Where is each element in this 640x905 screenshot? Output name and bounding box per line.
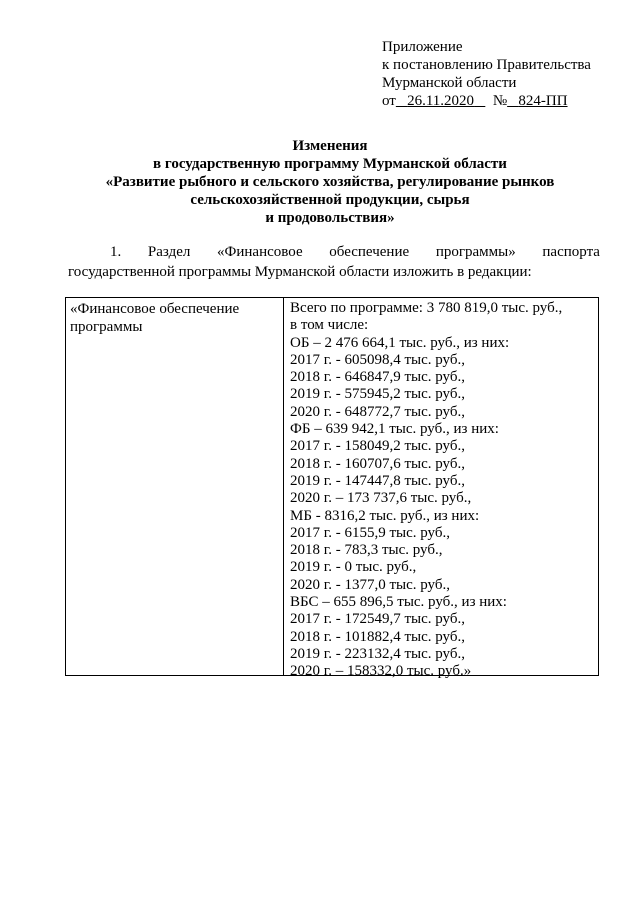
resolution-number: 824-ПП bbox=[518, 93, 568, 109]
value-line: 2019 г. - 223132,4 тыс. руб., bbox=[290, 645, 465, 662]
resolution-date: 26.11.2020 bbox=[407, 93, 475, 109]
header-date-number-line bbox=[382, 92, 591, 110]
paragraph-line-2: государственной программы Мурманской области изложить в редакции: bbox=[68, 264, 532, 280]
paragraph-word: обеспечение bbox=[329, 244, 410, 260]
header-line-resolution: к постановлению Правительства bbox=[382, 57, 591, 73]
header-line-appendix: Приложение bbox=[382, 39, 463, 55]
label-line: программы bbox=[70, 319, 143, 335]
title-line: сельскохозяйственной продукции, сырья bbox=[190, 192, 470, 208]
value-line: 2020 г. - 648772,7 тыс. руб., bbox=[290, 403, 465, 420]
value-line: 2020 г. – 158332,0 тыс. руб.» bbox=[290, 663, 472, 680]
value-line: 2018 г. - 783,3 тыс. руб., bbox=[290, 542, 443, 559]
paragraph-word: паспорта bbox=[542, 244, 600, 260]
value-line: 2017 г. - 6155,9 тыс. руб., bbox=[290, 524, 450, 541]
title-line: в государственную программу Мурманской области bbox=[153, 156, 507, 172]
value-line: 2020 г. – 173 737,6 тыс. руб., bbox=[290, 490, 472, 507]
value-line: 2017 г. - 158049,2 тыс. руб., bbox=[290, 438, 465, 455]
value-line: 2019 г. - 575945,2 тыс. руб., bbox=[290, 386, 465, 403]
value-line: ВБС – 655 896,5 тыс. руб., из них: bbox=[290, 594, 507, 611]
value-line: 2017 г. - 172549,7 тыс. руб., bbox=[290, 611, 465, 628]
value-line: Всего по программе: 3 780 819,0 тыс. руб., bbox=[290, 300, 563, 316]
value-line: 2019 г. - 147447,8 тыс. руб., bbox=[290, 472, 465, 489]
date-prefix: от bbox=[382, 93, 396, 109]
value-line: ФБ – 639 942,1 тыс. руб., из них: bbox=[290, 421, 499, 438]
document-title bbox=[60, 137, 600, 227]
value-line: 2020 г. - 1377,0 тыс. руб., bbox=[290, 576, 450, 593]
paragraph-line-1 bbox=[68, 242, 600, 262]
amendment-paragraph bbox=[68, 242, 600, 282]
approval-header bbox=[382, 38, 591, 110]
paragraph-word: программы» bbox=[435, 244, 516, 260]
value-line: МБ - 8316,2 тыс. руб., из них: bbox=[290, 507, 480, 524]
number-prefix: № bbox=[492, 93, 508, 109]
value-line: 2018 г. - 101882,4 тыс. руб., bbox=[290, 628, 465, 645]
table-cell-values bbox=[284, 298, 598, 680]
value-line: 2017 г. - 605098,4 тыс. руб., bbox=[290, 351, 465, 368]
value-line: ОБ – 2 476 664,1 тыс. руб., из них: bbox=[290, 334, 510, 351]
title-line: и продовольствия» bbox=[265, 210, 395, 226]
value-line: в том числе: bbox=[290, 317, 369, 334]
header-line-region: Мурманской области bbox=[382, 75, 517, 91]
financing-table bbox=[65, 297, 599, 680]
title-line: «Развитие рыбного и сельского хозяйства, регулирование рынков bbox=[105, 174, 555, 190]
paragraph-word: Раздел bbox=[147, 244, 191, 260]
label-line: «Финансовое обеспечение bbox=[70, 301, 240, 317]
table-cell-label bbox=[66, 298, 284, 675]
value-line: 2019 г. - 0 тыс. руб., bbox=[290, 559, 417, 576]
title-line: Изменения bbox=[292, 138, 368, 154]
paragraph-word: 1. bbox=[110, 244, 122, 260]
value-line: 2018 г. - 160707,6 тыс. руб., bbox=[290, 455, 465, 472]
value-line: 2018 г. - 646847,9 тыс. руб., bbox=[290, 369, 465, 386]
paragraph-word: «Финансовое bbox=[217, 244, 303, 260]
